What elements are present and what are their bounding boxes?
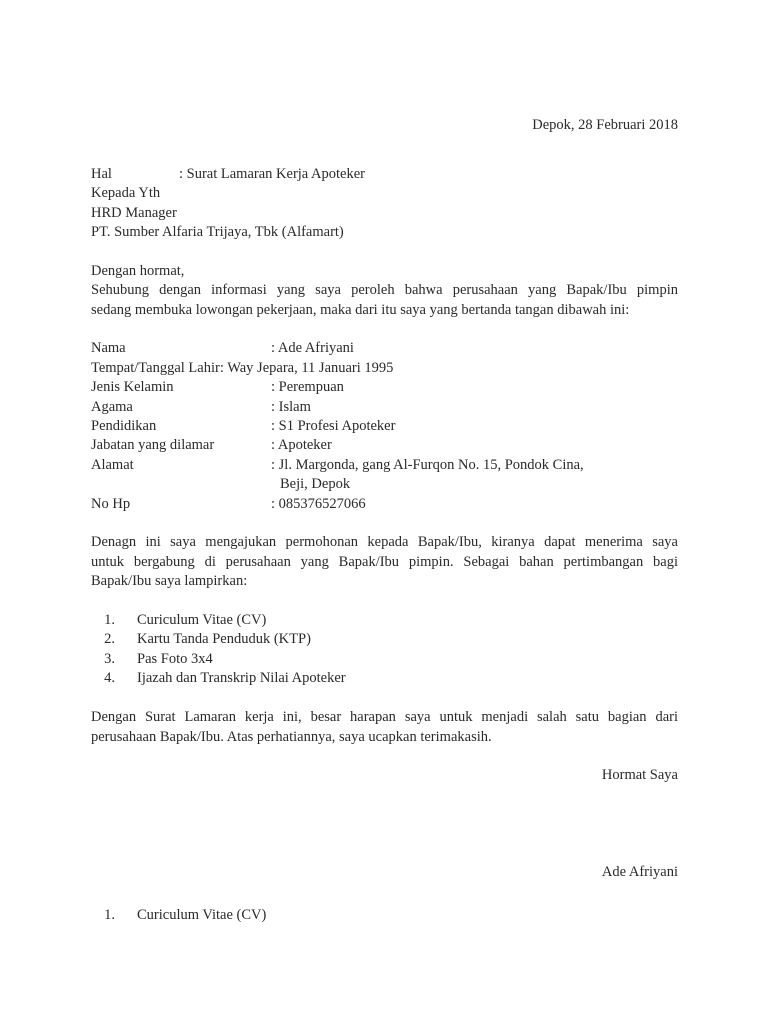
list-item xyxy=(91,611,678,630)
place-date: Depok, 28 Februari 2018 xyxy=(532,117,678,133)
list-item-number: 1. xyxy=(104,907,115,924)
list-item-text: Curiculum Vitae (CV) xyxy=(137,907,267,924)
list-item-number: 2. xyxy=(104,631,115,648)
subject-value: : Surat Lamaran Kerja Apoteker xyxy=(179,165,366,182)
field-label: Agama xyxy=(91,398,133,415)
list-item-number: 1. xyxy=(104,612,115,629)
field-value: : Ade Afriyani xyxy=(271,340,354,357)
field-row-nama xyxy=(91,339,678,358)
list-item-number: 4. xyxy=(104,670,115,687)
list-item-text: Ijazah dan Transkrip Nilai Apoteker xyxy=(137,670,346,687)
signature-name: Ade Afriyani xyxy=(601,864,678,881)
list-item-number: 3. xyxy=(104,650,115,667)
applicant-fields xyxy=(91,339,678,514)
field-value: : S1 Profesi Apoteker xyxy=(271,418,396,435)
field-row-alamat xyxy=(91,456,678,495)
field-label: Nama xyxy=(91,340,126,357)
regards: Hormat Saya xyxy=(601,767,678,784)
field-label: No Hp xyxy=(91,495,131,512)
greeting: Dengan hormat, xyxy=(91,262,185,279)
attachment-list xyxy=(91,611,678,689)
field-row-pendidikan xyxy=(91,417,678,436)
list-item-text: Pas Foto 3x4 xyxy=(137,650,213,667)
letter-page xyxy=(91,116,678,925)
field-row-jabatan xyxy=(91,436,678,455)
field-row-tempat-tanggal-lahir xyxy=(91,359,678,378)
field-value: : 085376527066 xyxy=(271,495,366,512)
field-label: Pendidikan xyxy=(91,418,157,435)
list-item xyxy=(91,906,678,925)
field-value: : Way Jepara, 11 Januari 1995 xyxy=(219,359,394,376)
body-line-2: untuk bergabung di perusahaan yang Bapak/Ibu pimpin. Sebagai bahan pertimbangan bagi xyxy=(91,553,678,570)
field-label: Alamat xyxy=(91,456,134,473)
list-item xyxy=(91,630,678,649)
subject-label: Hal xyxy=(91,165,112,182)
field-label: Jabatan yang dilamar xyxy=(91,437,215,454)
field-value: : Jl. Margonda, gang Al-Furqon No. 15, Pondok Cina, xyxy=(271,456,584,473)
field-value: : Apoteker xyxy=(271,437,332,454)
field-row-agama xyxy=(91,398,678,417)
field-value-continued: Beji, Depok xyxy=(280,476,351,493)
field-label: Tempat/Tanggal Lahir xyxy=(91,359,220,376)
field-value: : Islam xyxy=(271,398,311,415)
recipient-line-1: Kepada Yth xyxy=(91,185,161,202)
field-row-no-hp xyxy=(91,495,678,514)
list-item-text: Kartu Tanda Penduduk (KTP) xyxy=(137,631,311,648)
recipient-line-2: HRD Manager xyxy=(91,204,177,221)
recipient-line-3: PT. Sumber Alfaria Trijaya, Tbk (Alfamart) xyxy=(91,224,344,241)
intro-line-1: Sehubung dengan informasi yang saya peroleh bahwa perusahaan yang Bapak/Ibu pimpin xyxy=(91,282,678,299)
field-value-group xyxy=(271,456,678,495)
list-item xyxy=(91,650,678,669)
field-row-jenis-kelamin xyxy=(91,378,678,397)
list-item-text: Curiculum Vitae (CV) xyxy=(137,612,267,629)
intro-line-2: sedang membuka lowongan pekerjaan, maka dari itu saya yang bertanda tangan dibawah ini: xyxy=(91,301,630,318)
field-label: Jenis Kelamin xyxy=(91,379,174,396)
subject-line xyxy=(91,165,678,184)
field-value: : Perempuan xyxy=(271,379,344,396)
list-item xyxy=(91,669,678,688)
closing-line-1: Dengan Surat Lamaran kerja ini, besar harapan saya untuk menjadi salah satu bagian dari xyxy=(91,709,678,726)
body-line-3: Bapak/Ibu saya lampirkan: xyxy=(91,573,248,590)
closing-line-2: perusahaan Bapak/Ibu. Atas perhatiannya, saya ucapkan terimakasih. xyxy=(91,728,492,745)
body-line-1: Denagn ini saya mengajukan permohonan kepada Bapak/Ibu, kiranya dapat menerima saya xyxy=(91,534,678,551)
footer-list xyxy=(91,906,678,925)
